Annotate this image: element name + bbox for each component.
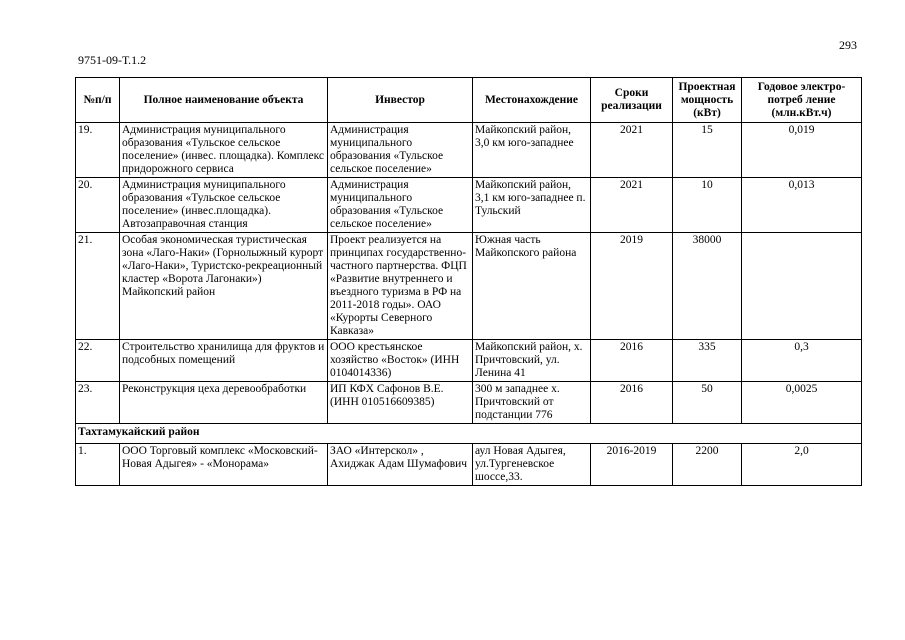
cell-capacity: 10 xyxy=(673,178,742,233)
cell-consumption: 0,3 xyxy=(742,340,862,382)
cell-capacity: 38000 xyxy=(673,233,742,340)
cell-investor: ООО крестьянское хозяйство «Восток» (ИНН 0104014336) xyxy=(328,340,473,382)
table-row xyxy=(76,233,862,340)
cell-location: аул Новая Адыгея, ул.Тургеневское шоссе,33. xyxy=(473,444,591,486)
cell-consumption: 0,013 xyxy=(742,178,862,233)
cell-terms: 2021 xyxy=(591,123,673,178)
cell-capacity: 15 xyxy=(673,123,742,178)
cell-investor: Администрация муниципального образования «Тульское сельское поселение» xyxy=(328,123,473,178)
cell-number: 22. xyxy=(76,340,120,382)
cell-object-name: Особая экономическая туристическая зона «Лаго-Наки» (Горнолыжный курорт «Лаго-Наки», Туристско-рекреационный кластер «Ворота Лагонаки») Майкопский район xyxy=(120,233,328,340)
cell-consumption: 0,019 xyxy=(742,123,862,178)
cell-investor: Проект реализуется на принципах государственно-частного партнерства. ФЦП «Развитие внутреннего и въездного туризма в РФ на 2011-2018 годы». ОАО «Курорты Северного Кавказа» xyxy=(328,233,473,340)
table-header-row xyxy=(76,78,862,123)
cell-number: 19. xyxy=(76,123,120,178)
investment-projects-table xyxy=(75,77,862,486)
table-row xyxy=(76,340,862,382)
cell-object-name: Администрация муниципального образования «Тульское сельское поселение» (инвес. площадка). Комплекс придорожного сервиса xyxy=(120,123,328,178)
cell-object-name: Строительство хранилища для фруктов и подсобных помещений xyxy=(120,340,328,382)
section-title: Тахтамукайский район xyxy=(76,424,862,444)
cell-investor: ИП КФХ Сафонов В.Е. (ИНН 010516609385) xyxy=(328,382,473,424)
cell-number: 1. xyxy=(76,444,120,486)
table-row xyxy=(76,444,862,486)
cell-location: Майкопский район, 3,0 км юго-западнее xyxy=(473,123,591,178)
header-consumption: Годовое электро-потреб ление (млн.кВт.ч) xyxy=(742,78,862,123)
cell-number: 23. xyxy=(76,382,120,424)
section-header-row xyxy=(76,424,862,444)
cell-terms: 2021 xyxy=(591,178,673,233)
document-code: 9751-09-Т.1.2 xyxy=(78,53,147,67)
table-row xyxy=(76,178,862,233)
cell-terms: 2016 xyxy=(591,382,673,424)
cell-consumption: 2,0 xyxy=(742,444,862,486)
cell-investor: Администрация муниципального образования «Тульское сельское поселение» xyxy=(328,178,473,233)
header-location: Местонахождение xyxy=(473,78,591,123)
cell-investor: ЗАО «Интерскол» , Ахиджак Адам Шумафович xyxy=(328,444,473,486)
cell-object-name: Администрация муниципального образования «Тульское сельское поселение» (инвес.площадка). Автозаправочная станция xyxy=(120,178,328,233)
cell-location: Южная часть Майкопского района xyxy=(473,233,591,340)
cell-consumption xyxy=(742,233,862,340)
cell-terms: 2016 xyxy=(591,340,673,382)
cell-location: Майкопский район, х. Причтовский, ул. Ленина 41 xyxy=(473,340,591,382)
cell-capacity: 2200 xyxy=(673,444,742,486)
cell-object-name: Реконструкция цеха деревообработки xyxy=(120,382,328,424)
cell-number: 21. xyxy=(76,233,120,340)
header-terms: Сроки реализации xyxy=(591,78,673,123)
cell-location: Майкопский район, 3,1 км юго-западнее п. Тульский xyxy=(473,178,591,233)
cell-capacity: 335 xyxy=(673,340,742,382)
header-number: №п/п xyxy=(76,78,120,123)
cell-capacity: 50 xyxy=(673,382,742,424)
cell-consumption: 0,0025 xyxy=(742,382,862,424)
table-row xyxy=(76,382,862,424)
page-number: 293 xyxy=(839,38,857,52)
table-row xyxy=(76,123,862,178)
header-investor: Инвестор xyxy=(328,78,473,123)
cell-terms: 2016-2019 xyxy=(591,444,673,486)
header-capacity: Проектная мощность (кВт) xyxy=(673,78,742,123)
cell-location: 300 м западнее х. Причтовский от подстанции 776 xyxy=(473,382,591,424)
cell-number: 20. xyxy=(76,178,120,233)
cell-terms: 2019 xyxy=(591,233,673,340)
header-object-name: Полное наименование объекта xyxy=(120,78,328,123)
cell-object-name: ООО Торговый комплекс «Московский-Новая Адыгея» - «Монорама» xyxy=(120,444,328,486)
